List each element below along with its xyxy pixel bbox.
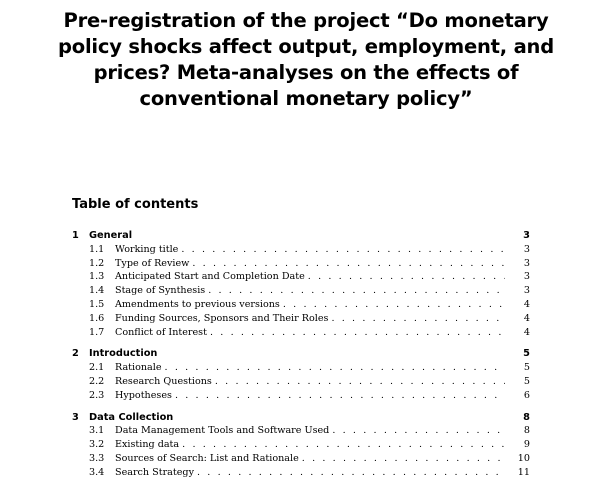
- toc-subsection-page: 6: [523, 389, 530, 401]
- toc-subsection-page: 3: [523, 257, 530, 269]
- toc-dot-leader: [331, 313, 505, 324]
- toc-dot-leader: [302, 453, 505, 464]
- toc-subsection-entry[interactable]: [72, 453, 530, 467]
- toc-subsection-page: 4: [523, 312, 530, 324]
- toc-subsection-label: Amendments to previous versions: [115, 298, 280, 310]
- toc-subsection-label: Existing data: [115, 439, 180, 451]
- toc-heading: Table of contents: [72, 197, 199, 212]
- toc-dot-leader: [283, 299, 505, 310]
- toc-subsection-page: 3: [523, 285, 530, 297]
- toc-subsection-number: 1.5: [89, 298, 105, 310]
- toc-subsection-number: 2.1: [89, 362, 105, 374]
- toc-subsection-entry[interactable]: [72, 439, 530, 453]
- toc-subsection-entry[interactable]: [72, 376, 530, 390]
- toc-subsection-number: 1.4: [89, 285, 105, 297]
- toc-subsection-label: Type of Review: [115, 257, 190, 269]
- toc-section: [72, 412, 530, 481]
- toc-section-entry[interactable]: [72, 230, 530, 244]
- toc-subsection-page: 5: [523, 362, 530, 374]
- toc-section-label: General: [89, 230, 133, 241]
- toc-subsection-label: Stage of Synthesis: [115, 285, 206, 297]
- document-title: Pre-registration of the project “Do monetary policy shocks affect output, employment, and prices? Meta-analyses on the effects of conventional monetary policy”: [57, 9, 554, 110]
- toc-section-number: 3: [72, 411, 79, 423]
- table-of-contents: [72, 230, 530, 489]
- toc-subsection-label: Rationale: [115, 362, 162, 374]
- toc-dot-leader: [165, 362, 505, 373]
- toc-section-page: 5: [523, 348, 530, 360]
- toc-subsection-label: Data Management Tools and Software Used: [115, 425, 330, 437]
- toc-subsection-number: 2.3: [89, 389, 105, 401]
- toc-subsection-number: 1.3: [89, 271, 105, 283]
- toc-subsection-page: 3: [523, 243, 530, 255]
- toc-subsection-page: 4: [523, 326, 530, 338]
- toc-subsection-number: 3.1: [89, 425, 105, 437]
- toc-subsection-number: 1.1: [89, 243, 105, 255]
- toc-section-label: Data Collection: [89, 411, 174, 423]
- toc-subsection-page: 4: [523, 298, 530, 310]
- toc-subsection-entry[interactable]: [72, 327, 530, 341]
- toc-section-entry[interactable]: [72, 412, 530, 426]
- toc-subsection-page: 11: [517, 466, 530, 478]
- toc-dot-leader: [175, 390, 505, 401]
- toc-subsection-number: 2.2: [89, 375, 105, 387]
- toc-subsection-page: 5: [523, 375, 530, 387]
- toc-section-entry[interactable]: [72, 348, 530, 362]
- toc-dot-leader: [215, 376, 505, 387]
- toc-section: [72, 230, 530, 340]
- toc-subsection-number: 3.2: [89, 439, 105, 451]
- toc-dot-leader: [208, 285, 505, 296]
- toc-dot-leader: [210, 327, 505, 338]
- toc-subsection-label: Sources of Search: List and Rationale: [115, 452, 299, 464]
- toc-dot-leader: [182, 439, 505, 450]
- toc-subsection-entry[interactable]: [72, 271, 530, 285]
- toc-subsection-label: Working title: [115, 243, 179, 255]
- toc-subsection-page: 10: [517, 452, 530, 464]
- toc-subsection-entry[interactable]: [72, 425, 530, 439]
- toc-subsection-entry[interactable]: [72, 285, 530, 299]
- toc-subsection-number: 1.6: [89, 312, 105, 324]
- toc-subsection-entry[interactable]: [72, 467, 530, 481]
- toc-dot-leader: [192, 258, 505, 269]
- toc-subsection-entry[interactable]: [72, 244, 530, 258]
- toc-subsection-number: 1.7: [89, 326, 105, 338]
- toc-subsection-entry[interactable]: [72, 390, 530, 404]
- toc-subsection-number: 3.4: [89, 466, 105, 478]
- toc-subsection-label: Hypotheses: [115, 389, 172, 401]
- toc-subsection-entry[interactable]: [72, 258, 530, 272]
- toc-subsection-label: Anticipated Start and Completion Date: [115, 271, 305, 283]
- toc-section-page: 8: [523, 411, 530, 423]
- toc-subsection-number: 1.2: [89, 257, 105, 269]
- toc-subsection-page: 3: [523, 271, 530, 283]
- toc-section-label: Introduction: [89, 348, 158, 360]
- toc-dot-leader: [197, 467, 505, 478]
- toc-section-page: 3: [523, 230, 530, 241]
- toc-dot-leader: [308, 271, 505, 282]
- toc-subsection-entry[interactable]: [72, 299, 530, 313]
- toc-subsection-number: 3.3: [89, 452, 105, 464]
- toc-section: [72, 348, 530, 403]
- toc-section-number: 1: [72, 230, 79, 241]
- toc-subsection-label: Search Strategy: [115, 466, 194, 478]
- toc-subsection-page: 9: [523, 439, 530, 451]
- toc-dot-leader: [181, 244, 505, 255]
- toc-subsection-label: Conflict of Interest: [115, 326, 207, 338]
- toc-subsection-page: 8: [523, 425, 530, 437]
- toc-subsection-label: Research Questions: [115, 375, 212, 387]
- toc-subsection-label: Funding Sources, Sponsors and Their Roles: [115, 312, 329, 324]
- toc-dot-leader: [332, 425, 505, 436]
- toc-subsection-entry[interactable]: [72, 313, 530, 327]
- toc-section-number: 2: [72, 348, 79, 360]
- toc-subsection-entry[interactable]: [72, 362, 530, 376]
